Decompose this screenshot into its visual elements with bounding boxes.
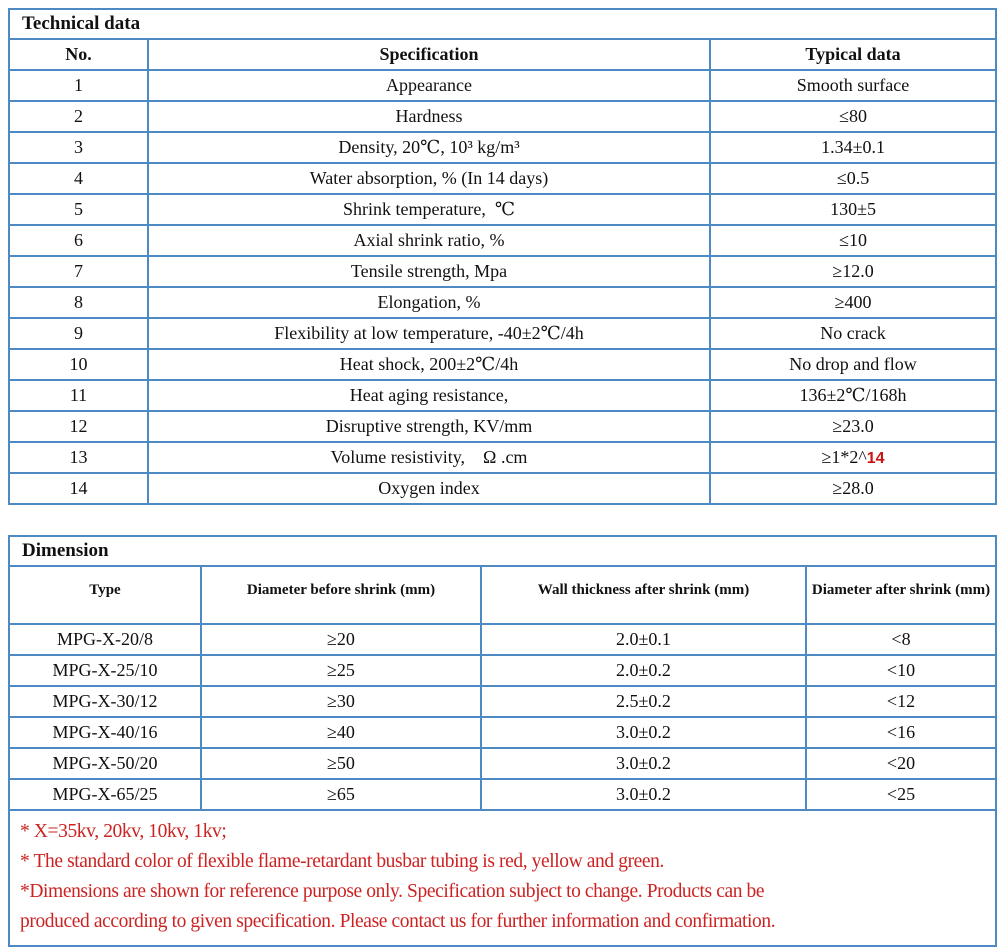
cell-type: MPG-X-20/8: [9, 624, 201, 655]
table-row: [9, 380, 996, 411]
highlighted-exponent: 14: [866, 450, 885, 467]
technical-table-title-row: [9, 9, 996, 39]
cell-typical-data: ≥400: [710, 287, 996, 318]
cell-specification: Flexibility at low temperature, -40±2℃/4h: [148, 318, 710, 349]
cell-diameter-before: ≥40: [201, 717, 481, 748]
table-row: [9, 101, 996, 132]
cell-specification: Shrink temperature, ℃: [148, 194, 710, 225]
dimension-title: Dimension: [9, 536, 996, 566]
cell-specification: Hardness: [148, 101, 710, 132]
table-row: [9, 411, 996, 442]
cell-diameter-after: <12: [806, 686, 996, 717]
technical-table-header-row: [9, 39, 996, 70]
cell-typical-data: ≥1*2^14: [710, 442, 996, 473]
cell-diameter-before: ≥25: [201, 655, 481, 686]
cell-diameter-before: ≥65: [201, 779, 481, 810]
technical-table-body: [9, 70, 996, 504]
cell-diameter-before: ≥30: [201, 686, 481, 717]
table-row: [9, 473, 996, 504]
cell-no: 5: [9, 194, 148, 225]
cell-wall-thickness: 3.0±0.2: [481, 779, 806, 810]
cell-specification: Disruptive strength, KV/mm: [148, 411, 710, 442]
cell-diameter-after: <16: [806, 717, 996, 748]
cell-no: 1: [9, 70, 148, 101]
cell-diameter-after: <20: [806, 748, 996, 779]
table-row: [9, 442, 996, 473]
cell-diameter-before: ≥50: [201, 748, 481, 779]
section-gap: [8, 505, 994, 535]
column-header-specification: Specification: [148, 39, 710, 70]
cell-no: 14: [9, 473, 148, 504]
footnote-line: *Dimensions are shown for reference purpose only. Specification subject to change. Products can be: [20, 881, 765, 902]
technical-data-title: Technical data: [9, 9, 996, 39]
table-row: [9, 717, 996, 748]
table-row: [9, 132, 996, 163]
cell-diameter-after: <10: [806, 655, 996, 686]
cell-type: MPG-X-50/20: [9, 748, 201, 779]
cell-typical-data: 1.34±0.1: [710, 132, 996, 163]
cell-type: MPG-X-25/10: [9, 655, 201, 686]
footnote-line: * The standard color of flexible flame-retardant busbar tubing is red, yellow and green.: [20, 851, 664, 872]
cell-typical-data: No crack: [710, 318, 996, 349]
column-header-no: No.: [9, 39, 148, 70]
cell-wall-thickness: 2.0±0.2: [481, 655, 806, 686]
cell-specification: Heat shock, 200±2℃/4h: [148, 349, 710, 380]
cell-diameter-after: <25: [806, 779, 996, 810]
column-header-type: Type: [9, 566, 201, 624]
cell-no: 12: [9, 411, 148, 442]
cell-specification: Elongation, %: [148, 287, 710, 318]
cell-wall-thickness: 3.0±0.2: [481, 717, 806, 748]
cell-typical-data: 136±2℃/168h: [710, 380, 996, 411]
cell-diameter-after: <8: [806, 624, 996, 655]
table-row: [9, 70, 996, 101]
cell-typical-data: ≤0.5: [710, 163, 996, 194]
footnote-line: * X=35kv, 20kv, 10kv, 1kv;: [20, 821, 227, 842]
cell-no: 3: [9, 132, 148, 163]
cell-specification: Tensile strength, Mpa: [148, 256, 710, 287]
cell-specification: Volume resistivity, Ω .cm: [148, 442, 710, 473]
cell-specification: Density, 20℃, 10³ kg/m³: [148, 132, 710, 163]
table-row: [9, 163, 996, 194]
cell-no: 10: [9, 349, 148, 380]
dimension-table: [8, 535, 997, 947]
cell-typical-data: ≥23.0: [710, 411, 996, 442]
cell-type: MPG-X-65/25: [9, 779, 201, 810]
cell-typical-data: ≤10: [710, 225, 996, 256]
cell-no: 8: [9, 287, 148, 318]
technical-data-table: [8, 8, 997, 505]
cell-specification: Heat aging resistance,: [148, 380, 710, 411]
cell-no: 7: [9, 256, 148, 287]
cell-typical-data: No drop and flow: [710, 349, 996, 380]
column-header-diameter-after: Diameter after shrink (mm): [806, 566, 996, 624]
column-header-typical-data: Typical data: [710, 39, 996, 70]
table-row: [9, 349, 996, 380]
cell-no: 4: [9, 163, 148, 194]
table-row: [9, 318, 996, 349]
cell-specification: Axial shrink ratio, %: [148, 225, 710, 256]
cell-wall-thickness: 2.5±0.2: [481, 686, 806, 717]
column-header-wall-thickness: Wall thickness after shrink (mm): [481, 566, 806, 624]
cell-typical-data: ≤80: [710, 101, 996, 132]
cell-no: 9: [9, 318, 148, 349]
cell-diameter-before: ≥20: [201, 624, 481, 655]
cell-typical-data: ≥28.0: [710, 473, 996, 504]
cell-type: MPG-X-30/12: [9, 686, 201, 717]
table-row: [9, 225, 996, 256]
cell-typical-data: 130±5: [710, 194, 996, 225]
column-header-diameter-before: Diameter before shrink (mm): [201, 566, 481, 624]
dimension-table-body: [9, 624, 996, 810]
footnote-line: produced according to given specification. Please contact us for further information and confirmation.: [20, 911, 776, 932]
cell-no: 2: [9, 101, 148, 132]
cell-specification: Oxygen index: [148, 473, 710, 504]
table-row: [9, 748, 996, 779]
table-row: [9, 655, 996, 686]
table-row: [9, 779, 996, 810]
table-row: [9, 256, 996, 287]
dimension-table-title-row: [9, 536, 996, 566]
cell-wall-thickness: 2.0±0.1: [481, 624, 806, 655]
cell-type: MPG-X-40/16: [9, 717, 201, 748]
cell-typical-data: ≥12.0: [710, 256, 996, 287]
cell-no: 6: [9, 225, 148, 256]
table-row: [9, 194, 996, 225]
cell-specification: Water absorption, % (In 14 days): [148, 163, 710, 194]
cell-no: 11: [9, 380, 148, 411]
cell-typical-data: Smooth surface: [710, 70, 996, 101]
table-row: [9, 287, 996, 318]
cell-specification: Appearance: [148, 70, 710, 101]
dimension-table-header-row: [9, 566, 996, 624]
table-row: [9, 686, 996, 717]
cell-wall-thickness: 3.0±0.2: [481, 748, 806, 779]
cell-no: 13: [9, 442, 148, 473]
table-row: [9, 624, 996, 655]
